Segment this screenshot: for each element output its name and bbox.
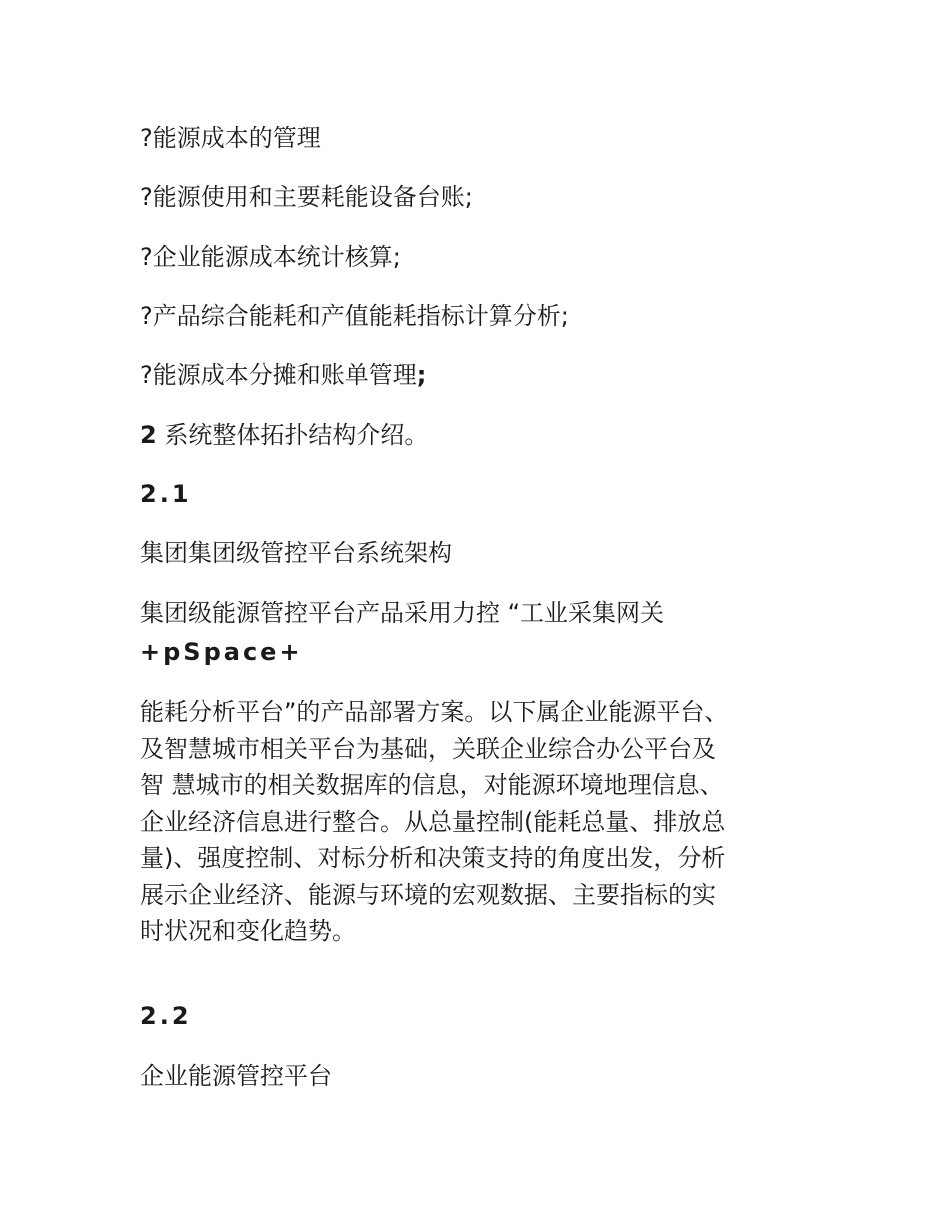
paragraph-line: 智 慧城市的相关数据库的信息，对能源环境地理信息、 <box>140 771 724 799</box>
section-2-number: 2 <box>140 421 157 449</box>
section-2-title: 系统整体拓扑结构介绍。 <box>156 421 429 449</box>
section-2-heading <box>140 417 428 453</box>
bullet-cost-allocation <box>140 357 426 393</box>
section-2-1-title: 集团集团级管控平台系统架构 <box>140 539 452 567</box>
bullet-consumption-indicators: ?产品综合能耗和产值能耗指标计算分析; <box>140 302 569 330</box>
paragraph-line: 时状况和变化趋势。 <box>140 917 356 945</box>
section-2-2-title: 企业能源管控平台 <box>140 1062 332 1090</box>
paragraph-line: 能耗分析平台”的产品部署方案。以下属企业能源平台、 <box>140 698 729 726</box>
paragraph-line: 量)、强度控制、对标分析和决策支持的角度出发，分析 <box>140 844 726 872</box>
section-2-1-intro: 集团级能源管控平台产品采用力控 “工业采集网关 <box>140 599 665 627</box>
bullet-cost-allocation-semicolon: ; <box>416 361 427 389</box>
paragraph-line: 及智慧城市相关平台为基础，关联企业综合办公平台及 <box>140 734 716 763</box>
bullet-equipment-ledger: ?能源使用和主要耗能设备台账; <box>140 183 473 211</box>
bullet-cost-accounting: ?企业能源成本统计核算; <box>140 243 401 271</box>
paragraph-line: 企业经济信息进行整合。从总量控制(能耗总量、排放总 <box>140 807 726 836</box>
section-2-1-number: 2.1 <box>140 480 192 508</box>
section-2-1-paragraph <box>140 694 820 950</box>
bullet-cost-allocation-text: ?能源成本分摊和账单管理 <box>140 361 417 389</box>
bullet-energy-cost-management: ?能源成本的管理 <box>140 124 321 152</box>
paragraph-line: 展示企业经济、能源与环境的宏观数据、主要指标的实 <box>140 880 716 909</box>
section-2-2-number: 2.2 <box>140 1002 192 1030</box>
product-name: +pSpace+ <box>140 638 303 666</box>
